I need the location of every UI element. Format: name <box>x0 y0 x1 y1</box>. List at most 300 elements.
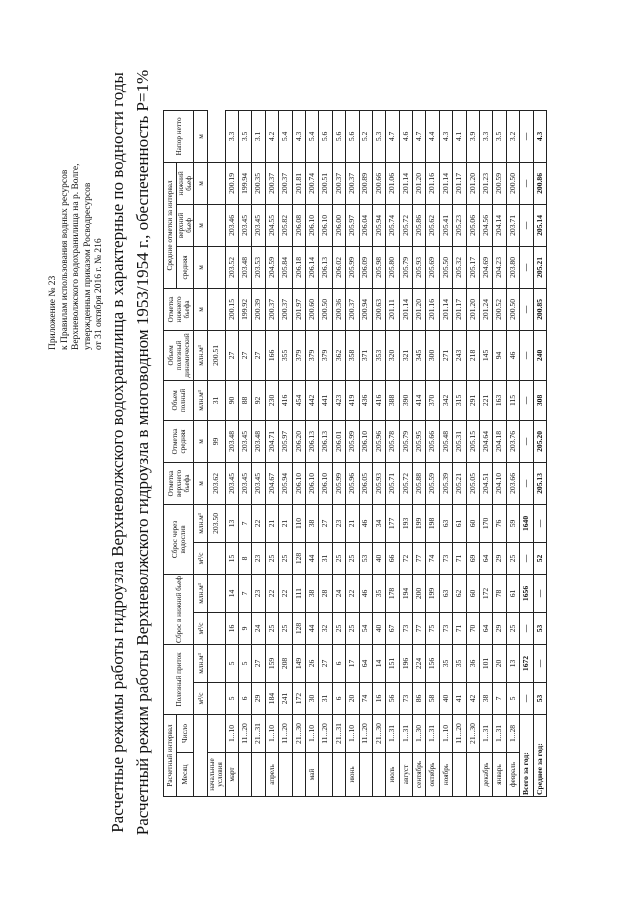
table-cell: 204.10 <box>493 462 506 504</box>
table-cell: 25 <box>265 542 278 574</box>
table-cell: 21...30 <box>292 714 305 752</box>
appendix-line: утвержденным приказом Росводресурсов <box>82 182 93 350</box>
row-label-cell: апрель <box>265 753 278 797</box>
table-cell: 23 <box>332 504 345 542</box>
row-label-cell: октябрь <box>426 753 439 797</box>
table-cell: 200.52 <box>493 288 506 330</box>
table-cell: 200.39 <box>252 288 265 330</box>
table-cell: 92 <box>252 380 265 420</box>
table-cell: 149 <box>292 644 305 682</box>
table-cell: 200.50 <box>506 162 519 204</box>
table-cell: — <box>533 644 546 682</box>
table-cell: 53 <box>533 682 546 714</box>
table-cell: 60 <box>466 574 479 612</box>
table-cell: 362 <box>332 330 345 380</box>
table-cell: 22 <box>252 504 265 542</box>
table-cell: 355 <box>279 330 292 380</box>
table-cell: 206.02 <box>332 246 345 288</box>
header-volume-full: Объем полный <box>164 380 194 420</box>
table-cell <box>207 204 225 246</box>
table-cell: 36 <box>466 644 479 682</box>
table-cell: 7 <box>238 574 251 612</box>
table-cell: 199 <box>426 574 439 612</box>
unit-cell: млн.м³ <box>194 504 207 542</box>
table-cell: 3.5 <box>493 110 506 162</box>
table-cell: 200.86 <box>533 162 546 204</box>
table-cell: 205.93 <box>413 246 426 288</box>
table-cell: 206.13 <box>319 420 332 462</box>
table-cell: 416 <box>372 380 385 420</box>
table-row <box>372 110 385 796</box>
table-cell: 320 <box>386 330 399 380</box>
table-cell: 5.6 <box>319 110 332 162</box>
table-cell: 201.97 <box>292 288 305 330</box>
table-cell: 40 <box>372 542 385 574</box>
table-cell: 128 <box>292 612 305 644</box>
table-cell: 205.66 <box>426 420 439 462</box>
table-cell: 441 <box>319 380 332 420</box>
table-cell: 201.81 <box>292 162 305 204</box>
table-cell: 205.74 <box>386 204 399 246</box>
table-cell: 200.89 <box>359 162 372 204</box>
table-cell: 205.59 <box>426 462 439 504</box>
table-cell: 203.48 <box>225 420 238 462</box>
table-cell: 46 <box>359 574 372 612</box>
table-cell: 3.5 <box>238 110 251 162</box>
table-cell: 206.01 <box>332 420 345 462</box>
table-cell: 203.80 <box>506 246 519 288</box>
unit-cell: м³/с <box>194 682 207 714</box>
table-cell: — <box>520 542 533 574</box>
table-cell: 63 <box>439 574 452 612</box>
table-cell: 201.20 <box>466 288 479 330</box>
table-cell: 345 <box>413 330 426 380</box>
table-cell: 196 <box>399 644 412 682</box>
row-label-cell: май <box>305 753 318 797</box>
table-cell: 22 <box>265 574 278 612</box>
unit-cell: м³/с <box>194 542 207 574</box>
table-cell: 64 <box>359 644 372 682</box>
table-cell: 205.06 <box>466 204 479 246</box>
table-cell: 201.23 <box>480 162 493 204</box>
table-cell: — <box>520 462 533 504</box>
row-label-cell: ноябрь <box>439 753 452 797</box>
table-cell: 35 <box>372 574 385 612</box>
table-cell: 177 <box>386 504 399 542</box>
table-cell: 201.24 <box>480 288 493 330</box>
table-cell: 204.59 <box>265 246 278 288</box>
table-cell: 110 <box>292 504 305 542</box>
table-cell: 370 <box>426 380 439 420</box>
row-label-cell: начальные условия <box>207 753 225 797</box>
table-cell: 358 <box>346 330 359 380</box>
table-cell: 17 <box>346 644 359 682</box>
table-cell: 200.74 <box>305 162 318 204</box>
table-cell: 371 <box>359 330 372 380</box>
table-cell: 206.09 <box>359 246 372 288</box>
table-cell: 21...30 <box>372 714 385 752</box>
table-cell: 205.20 <box>533 420 546 462</box>
table-cell: 111 <box>292 574 305 612</box>
unit-cell: м <box>194 462 207 504</box>
table-cell: 205.96 <box>346 462 359 504</box>
table-cell: 200.50 <box>506 288 519 330</box>
table-cell: 436 <box>359 380 372 420</box>
table-cell: 342 <box>439 380 452 420</box>
table-cell: 201.20 <box>466 162 479 204</box>
unit-cell: млн.м³ <box>194 574 207 612</box>
table-cell: 201.06 <box>386 162 399 204</box>
table-cell: 200.37 <box>346 288 359 330</box>
table-cell: 145 <box>480 330 493 380</box>
table-cell: 203.45 <box>238 204 251 246</box>
row-label-cell: март <box>225 753 238 797</box>
table-cell: 128 <box>292 542 305 574</box>
table-cell: 5.3 <box>372 110 385 162</box>
table-cell: 42 <box>466 682 479 714</box>
table-cell: 86 <box>413 682 426 714</box>
table-cell: 200.63 <box>372 288 385 330</box>
header-mid-level: Отметка средняя <box>164 420 194 462</box>
table-cell: 379 <box>292 330 305 380</box>
table-body <box>207 110 546 796</box>
table-cell: 4.3 <box>292 110 305 162</box>
table-cell: 205.15 <box>466 420 479 462</box>
table-cell: 205.97 <box>346 204 359 246</box>
table-cell: 205.21 <box>453 462 466 504</box>
table-cell: 205.62 <box>426 204 439 246</box>
table-cell: — <box>520 246 533 288</box>
table-cell: 6 <box>332 644 345 682</box>
appendix-line: Верхневолжского водохранилища на р. Волге, <box>71 163 82 350</box>
table-cell: 205.48 <box>439 420 452 462</box>
table-cell: 230 <box>265 380 278 420</box>
table-cell: 203.50 <box>207 504 225 542</box>
table-cell: 200.94 <box>359 288 372 330</box>
table-cell: 71 <box>453 612 466 644</box>
table-cell: 58 <box>426 682 439 714</box>
document-subtitle: Расчетный режим работы Верхневолжского гидроузла в многоводном 1953/1954 г., обеспеченность P=1% <box>133 69 152 836</box>
table-row <box>506 110 519 796</box>
table-cell: 308 <box>533 380 546 420</box>
table-cell: 21 <box>346 504 359 542</box>
table-cell: 203.45 <box>238 420 251 462</box>
unit-cell: м <box>194 246 207 288</box>
table-cell: 101 <box>480 644 493 682</box>
table-row <box>332 110 345 796</box>
table-cell: 201.16 <box>426 288 439 330</box>
table-cell: 224 <box>413 644 426 682</box>
table-cell: 1...31 <box>493 714 506 752</box>
table-cell: 5.4 <box>305 110 318 162</box>
row-label-cell: июнь <box>346 753 359 797</box>
table-cell: 21 <box>279 504 292 542</box>
header-day: Число <box>177 714 194 752</box>
header-mean-lower: нижний бьеф <box>177 162 194 204</box>
table-cell: 25 <box>332 612 345 644</box>
table-cell: 44 <box>305 612 318 644</box>
appendix-note <box>48 50 106 350</box>
table-cell: 201.17 <box>453 288 466 330</box>
table-cell: 205.84 <box>279 246 292 288</box>
table-cell: — <box>520 612 533 644</box>
unit-cell: млн.м³ <box>194 330 207 380</box>
table-cell: 14 <box>372 644 385 682</box>
row-label-cell <box>238 753 251 797</box>
unit-cell: млн.м³ <box>194 644 207 682</box>
table-cell: 203.46 <box>225 204 238 246</box>
table-cell: 28 <box>319 574 332 612</box>
table-cell <box>207 714 225 752</box>
row-label-cell: Всего за год: <box>520 714 533 796</box>
table-cell: 40 <box>372 612 385 644</box>
table-cell: 200.19 <box>225 162 238 204</box>
table-cell: 206.10 <box>319 462 332 504</box>
table-cell: 23 <box>252 542 265 574</box>
row-label-cell: июль <box>386 753 399 797</box>
table-cell: 200.37 <box>265 162 278 204</box>
row-label-cell <box>466 753 479 797</box>
table-cell: 1...30 <box>413 714 426 752</box>
table-cell: 193 <box>399 504 412 542</box>
table-cell: 206.08 <box>292 204 305 246</box>
header-upper-level: Отметка верхнего бьефа <box>164 462 194 504</box>
table-cell: 199.92 <box>238 288 251 330</box>
table-cell: 25 <box>279 542 292 574</box>
table-cell: 25 <box>506 612 519 644</box>
header-release: Сброс в нижний бьеф <box>164 574 194 644</box>
table-cell: 205.72 <box>399 462 412 504</box>
row-label-cell: сентябрь <box>413 753 426 797</box>
table-row <box>426 110 439 796</box>
header-volume-dyn: Объем полезный динамический <box>164 330 194 380</box>
table-cell: 221 <box>480 380 493 420</box>
row-label-cell: август <box>399 753 412 797</box>
table-cell: 205.99 <box>346 246 359 288</box>
unit-cell: м <box>194 110 207 162</box>
table-cell: 3.3 <box>225 110 238 162</box>
table-cell: 27 <box>252 644 265 682</box>
table-cell: 3.2 <box>506 110 519 162</box>
table-row <box>439 110 452 796</box>
table-cell: 21...31 <box>332 714 345 752</box>
table-cell: 1640 <box>520 504 533 542</box>
table-cell: 201.14 <box>439 288 452 330</box>
table-cell: 243 <box>453 330 466 380</box>
table-cell: 200.35 <box>252 162 265 204</box>
table-cell: — <box>520 204 533 246</box>
table-cell: 198 <box>426 504 439 542</box>
table-cell: 200.66 <box>372 162 385 204</box>
table-cell: 205.79 <box>399 420 412 462</box>
table-row <box>346 110 359 796</box>
table-cell: 200.37 <box>279 288 292 330</box>
table-cell: 14 <box>225 574 238 612</box>
table-cell: 31 <box>319 682 332 714</box>
table-cell: 200.51 <box>319 162 332 204</box>
table-cell: 25 <box>279 612 292 644</box>
table-cell: 321 <box>399 330 412 380</box>
table-cell: 200.36 <box>332 288 345 330</box>
table-cell: 201.20 <box>413 288 426 330</box>
table-cell: 15 <box>225 542 238 574</box>
table-cell: 206.10 <box>292 462 305 504</box>
table-cell: 172 <box>480 574 493 612</box>
regime-table <box>163 110 547 797</box>
table-row <box>520 110 533 796</box>
table-cell: 5.6 <box>332 110 345 162</box>
table-cell <box>207 574 225 612</box>
table-cell: 1672 <box>520 644 533 682</box>
table-cell: 200.59 <box>493 162 506 204</box>
table-cell: 5 <box>506 682 519 714</box>
table-cell: 156 <box>426 644 439 682</box>
table-row <box>533 110 546 796</box>
table-cell: — <box>520 682 533 714</box>
table-cell: 77 <box>413 542 426 574</box>
table-cell: 90 <box>225 380 238 420</box>
table-cell: 204.18 <box>493 420 506 462</box>
table-cell: 206.10 <box>319 204 332 246</box>
table-cell: 205.13 <box>533 462 546 504</box>
table-row <box>399 110 412 796</box>
table-cell: 34 <box>372 504 385 542</box>
table-cell: 22 <box>346 574 359 612</box>
header-mean-marks: Средние отметки за интервал <box>164 162 177 288</box>
table-cell: 205.93 <box>372 462 385 504</box>
table-cell: 64 <box>480 542 493 574</box>
table-cell: 4.4 <box>426 110 439 162</box>
table-cell: 199.94 <box>238 162 251 204</box>
table-row <box>466 110 479 796</box>
table-cell: 204.55 <box>265 204 278 246</box>
table-cell: 379 <box>319 330 332 380</box>
table-cell: 64 <box>480 612 493 644</box>
table-cell: 25 <box>346 612 359 644</box>
table-cell: 206.00 <box>332 204 345 246</box>
table-cell: 205.96 <box>372 420 385 462</box>
unit-cell: м <box>194 204 207 246</box>
table-cell: — <box>520 162 533 204</box>
table-cell: 200.60 <box>305 288 318 330</box>
table-cell: 203.45 <box>252 462 265 504</box>
table-cell: 4.1 <box>453 110 466 162</box>
table-cell: 1...10 <box>265 714 278 752</box>
table-cell: 205.41 <box>439 204 452 246</box>
table-cell <box>207 542 225 574</box>
table-cell: 200.37 <box>346 162 359 204</box>
table-cell: 5 <box>225 682 238 714</box>
table-cell: 163 <box>493 380 506 420</box>
table-cell: 240 <box>533 330 546 380</box>
table-cell: 35 <box>439 644 452 682</box>
table-cell: 416 <box>279 380 292 420</box>
table-cell: 1...31 <box>399 714 412 752</box>
table-cell: 20 <box>493 644 506 682</box>
table-cell: 24 <box>332 574 345 612</box>
table-cell: 67 <box>386 612 399 644</box>
table-cell: 60 <box>466 504 479 542</box>
table-cell: 203.52 <box>225 246 238 288</box>
table-cell <box>207 288 225 330</box>
table-cell: 63 <box>439 504 452 542</box>
header-mean-avg: средняя <box>177 246 194 288</box>
table-cell: 203.48 <box>252 420 265 462</box>
table-cell: 205.17 <box>466 246 479 288</box>
table-row <box>359 110 372 796</box>
table-cell: 72 <box>399 542 412 574</box>
table-cell: 11...20 <box>359 714 372 752</box>
table-cell: 414 <box>413 380 426 420</box>
table-cell: — <box>520 110 533 162</box>
header-head: Напор нетто <box>164 110 194 162</box>
table-cell: 1...31 <box>386 714 399 752</box>
table-cell: 204.23 <box>493 246 506 288</box>
table-cell: 5 <box>225 644 238 682</box>
table-cell: 206.10 <box>305 204 318 246</box>
table-cell: 241 <box>279 682 292 714</box>
table-cell: — <box>520 288 533 330</box>
table-cell: 52 <box>533 542 546 574</box>
table-cell: 271 <box>439 330 452 380</box>
table-cell: — <box>520 330 533 380</box>
table-cell: 203.45 <box>238 462 251 504</box>
table-cell: 4.3 <box>439 110 452 162</box>
table-cell: 40 <box>439 682 452 714</box>
table-cell: 206.13 <box>319 246 332 288</box>
table-cell: — <box>520 380 533 420</box>
table-row <box>252 110 265 796</box>
table-cell: — <box>533 574 546 612</box>
table-cell: 25 <box>265 612 278 644</box>
table-cell: 29 <box>493 542 506 574</box>
table-cell: 200.37 <box>332 162 345 204</box>
table-cell: 151 <box>386 644 399 682</box>
table-cell: 27 <box>238 330 251 380</box>
table-cell: 200.37 <box>265 288 278 330</box>
unit-cell: м <box>194 420 207 462</box>
table-cell <box>207 162 225 204</box>
header-period: Расчетный интервал <box>164 714 177 796</box>
table-cell: 205.50 <box>439 246 452 288</box>
table-cell: 205.72 <box>399 204 412 246</box>
table-cell: 44 <box>305 542 318 574</box>
table-cell: 71 <box>453 542 466 574</box>
table-cell: 11...20 <box>279 714 292 752</box>
table-cell: 206.18 <box>292 246 305 288</box>
table-cell: 205.05 <box>466 462 479 504</box>
table-cell: 1...28 <box>506 714 519 752</box>
table-cell: 13 <box>225 504 238 542</box>
row-label-cell <box>319 753 332 797</box>
table-cell: 206.20 <box>292 420 305 462</box>
table-cell: 200.51 <box>207 330 225 380</box>
table-cell: 73 <box>399 612 412 644</box>
table-cell: 5.6 <box>346 110 359 162</box>
table-cell: 20 <box>346 682 359 714</box>
header-lower-level: Отметка нижнего бьефа <box>164 288 194 330</box>
table-cell: 25 <box>332 542 345 574</box>
table-cell: 11...20 <box>238 714 251 752</box>
table-cell: 379 <box>305 330 318 380</box>
table-cell: 184 <box>265 682 278 714</box>
table-cell: 30 <box>305 682 318 714</box>
table-cell: 205.32 <box>453 246 466 288</box>
row-label-cell: февраль <box>506 753 519 797</box>
table-row <box>480 110 493 796</box>
table-cell: 62 <box>453 574 466 612</box>
header-spill: Сброс через водослив <box>164 504 194 574</box>
